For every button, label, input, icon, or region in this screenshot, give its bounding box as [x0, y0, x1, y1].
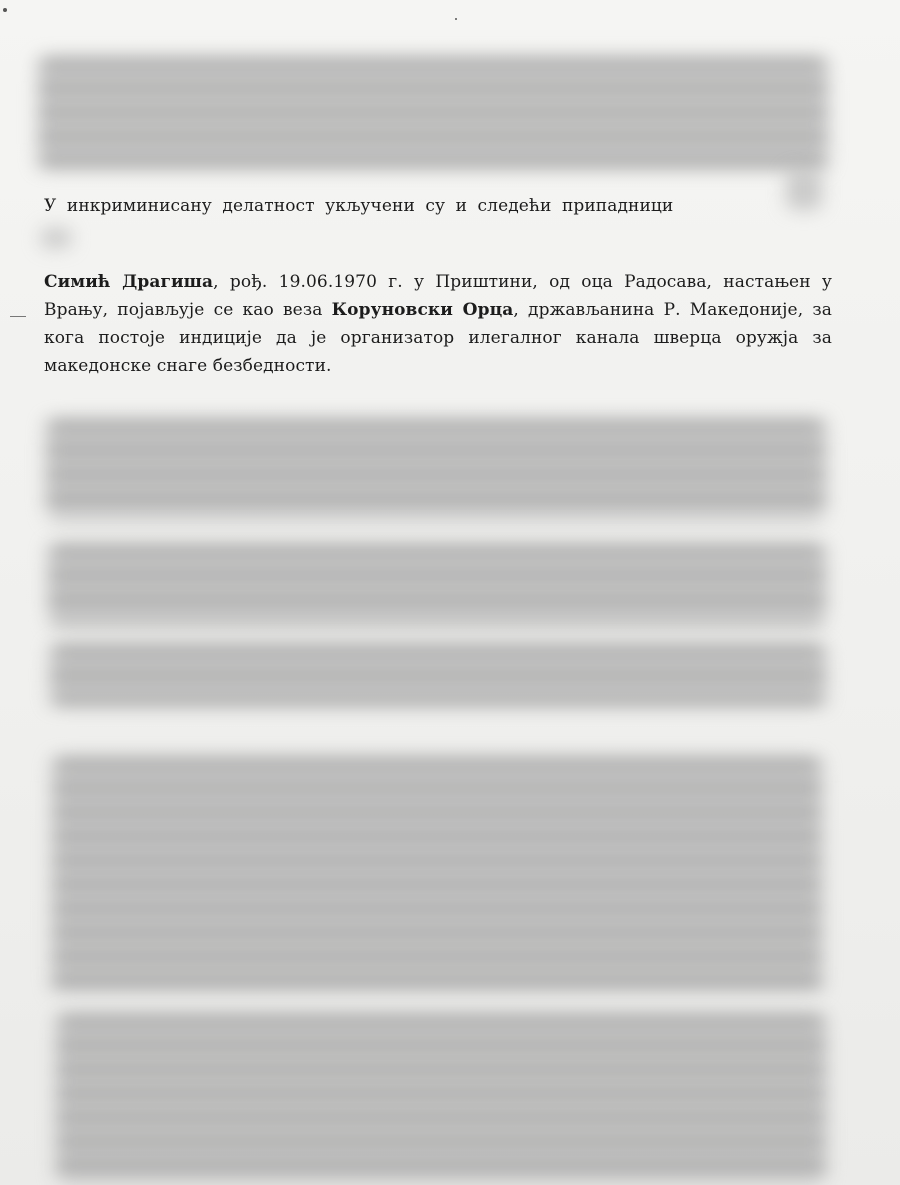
redacted-block — [50, 645, 826, 705]
redacted-fragment — [786, 170, 822, 210]
redacted-block — [52, 758, 822, 993]
scan-mark — [10, 316, 26, 317]
redacted-block — [38, 58, 828, 168]
paragraph-tail: , држављанина Р. Македоније, за кога постоје индиције да је организатор илегалног канала шверца оружја за македонске снаге безбедности. — [44, 300, 832, 376]
scan-mark — [3, 8, 7, 12]
redacted-block — [56, 1015, 826, 1185]
scan-mark — [455, 18, 457, 20]
redacted-fragment — [40, 228, 72, 248]
associate-name: Коруновски Орца — [331, 300, 514, 320]
redacted-block — [48, 545, 826, 625]
person-name: Симић Драгиша — [44, 272, 214, 292]
redacted-block — [46, 420, 826, 520]
person-paragraph — [44, 268, 832, 380]
intro-paragraph: У инкриминисану делатност укључени су и следећи припадници — [44, 196, 674, 216]
birth-info: , рођ. 19.06.1970 г. у Приштини, од оца Радосава, настањен у Врању, појављује се као веза — [44, 272, 832, 320]
